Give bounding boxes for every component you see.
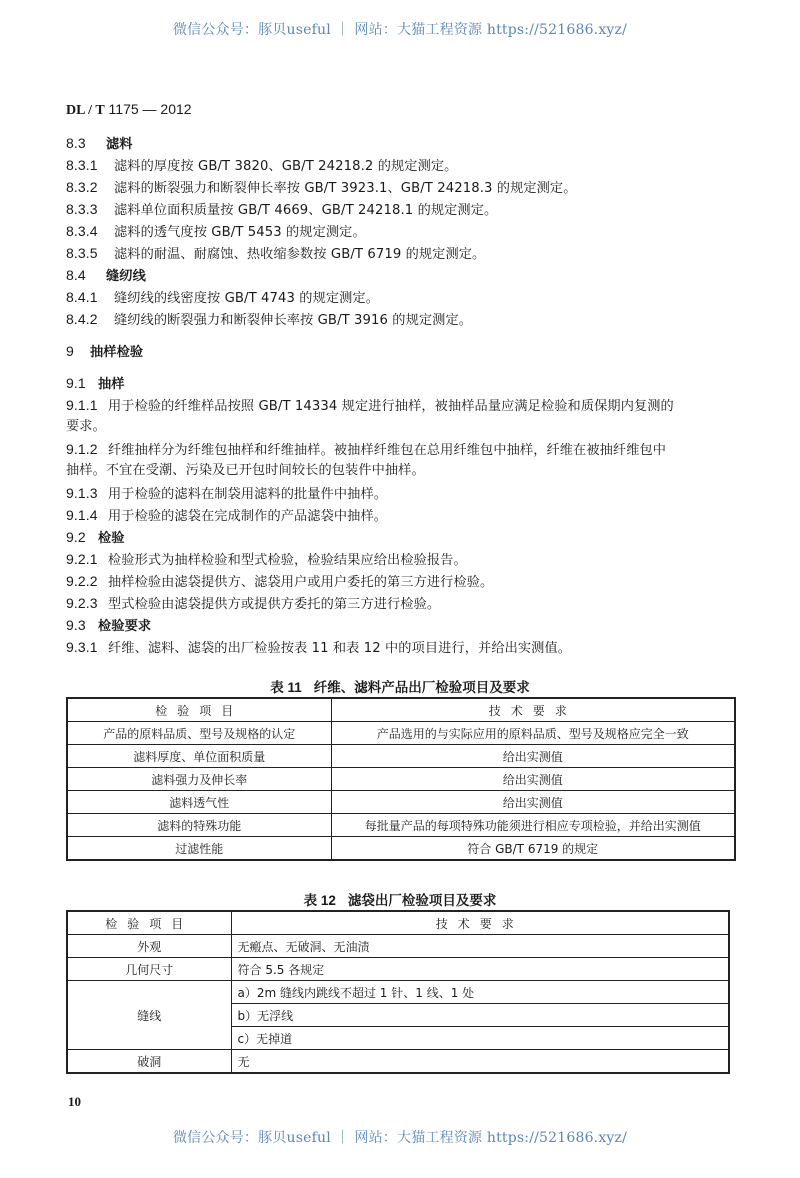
table-row: 滤料强力及伸长率 给出实测值 (67, 768, 735, 791)
table-row: 破洞 无 (67, 1050, 729, 1074)
header-technical-requirement: 技术要求 (331, 698, 735, 722)
clause-9-1-3: 9.1.3 用于检验的滤料在制袋用滤料的批量件中抽样。 (66, 485, 388, 502)
table-row: 外观 无瘢点、无破洞、无油渍 (67, 935, 729, 958)
table-row: 滤料的特殊功能 每批量产品的每项特殊功能须进行相应专项检验，并给出实测值 (67, 814, 735, 837)
section-heading-9-1: 9.1 抽样 (66, 375, 125, 392)
table-row: 滤料厚度、单位面积质量 给出实测值 (67, 745, 735, 768)
standard-number: 1175 — 2012 (108, 101, 192, 117)
clause-9-1-1: 9.1.1 用于检验的纤维样品按照 GB/T 14334 规定进行抽样，被抽样品量应满足检验和质保期内复测的 (66, 397, 674, 414)
clause-8-3-1: 8.3.1 滤料的厚度按 GB/T 3820、GB/T 24218.2 的规定测定。 (66, 157, 458, 174)
standard-prefix: DL / T (66, 103, 105, 118)
chapter-heading-9: 9 抽样检验 (66, 343, 144, 360)
table-row: 过滤性能 符合 GB/T 6719 的规定 (67, 837, 735, 861)
clause-9-1-2-cont: 抽样。不宜在受潮、污染及已开包时间较长的包装件中抽样。 (66, 463, 425, 478)
clause-9-1-4: 9.1.4 用于检验的滤袋在完成制作的产品滤袋中抽样。 (66, 507, 388, 524)
table-12 (66, 910, 730, 1074)
clause-9-2-3: 9.2.3 型式检验由滤袋提供方或提供方委托的第三方进行检验。 (66, 595, 441, 612)
clause-9-3-1: 9.3.1 纤维、滤料、滤袋的出厂检验按表 11 和表 12 中的项目进行，并给出实测值。 (66, 639, 572, 656)
clause-8-3-3: 8.3.3 滤料单位面积质量按 GB/T 4669、GB/T 24218.1 的规定测定。 (66, 201, 498, 218)
document-body (66, 132, 738, 658)
table-row: 滤料透气性 给出实测值 (67, 791, 735, 814)
clause-9-2-1: 9.2.1 检验形式为抽样检验和型式检验，检验结果应给出检验报告。 (66, 551, 467, 568)
table-row: 缝线 a）2m 缝线内跳线不超过 1 针、1 线、1 处 (67, 981, 729, 1004)
table-row: 产品的原料品质、型号及规格的认定 产品选用的与实际应用的原料品质、型号及规格应完全一致 (67, 722, 735, 745)
table-11 (66, 697, 736, 861)
table-11-caption: 表 11 纤维、滤料产品出厂检验项目及要求 (270, 680, 530, 696)
clause-8-3-5: 8.3.5 滤料的耐温、耐腐蚀、热收缩参数按 GB/T 6719 的规定测定。 (66, 245, 486, 262)
section-heading-8-3: 8.3 滤料 (66, 135, 133, 152)
clause-9-2-2: 9.2.2 抽样检验由滤袋提供方、滤袋用户或用户委托的第三方进行检验。 (66, 573, 494, 590)
table-header-row (67, 698, 735, 722)
page-number: 10 (68, 1094, 81, 1109)
table-row: c）无掉道 (67, 1027, 729, 1050)
table-row: 几何尺寸 符合 5.5 各规定 (67, 958, 729, 981)
clause-8-4-1: 8.4.1 缝纫线的线密度按 GB/T 4743 的规定测定。 (66, 289, 380, 306)
watermark-top: 微信公众号：豚贝useful ｜ 网站：大猫工程资源 https://521686.xyz/ (172, 22, 628, 38)
header-inspection-item: 检验项目 (67, 911, 231, 935)
header-technical-requirement: 技术要求 (231, 911, 729, 935)
clause-8-4-2: 8.4.2 缝纫线的断裂强力和断裂伸长率按 GB/T 3916 的规定测定。 (66, 311, 473, 328)
clause-9-1-2: 9.1.2 纤维抽样分为纤维包抽样和纤维抽样。被抽样纤维包在总用纤维包中抽样，纤维在被抽纤维包中 (66, 441, 667, 458)
section-heading-9-3: 9.3 检验要求 (66, 617, 152, 634)
section-heading-9-2: 9.2 检验 (66, 529, 125, 546)
clause-9-1-1-cont: 要求。 (66, 419, 106, 434)
table-header-row (67, 911, 729, 935)
watermark-bottom: 微信公众号：豚贝useful ｜ 网站：大猫工程资源 https://521686.xyz/ (172, 1130, 628, 1146)
clause-8-3-4: 8.3.4 滤料的透气度按 GB/T 5453 的规定测定。 (66, 223, 366, 240)
standard-code (66, 101, 192, 119)
table-row: b）无浮线 (67, 1004, 729, 1027)
section-heading-8-4: 8.4 缝纫线 (66, 267, 146, 284)
table-12-caption: 表 12 滤袋出厂检验项目及要求 (303, 893, 497, 909)
clause-8-3-2: 8.3.2 滤料的断裂强力和断裂伸长率按 GB/T 3923.1、GB/T 24218.3 的规定测定。 (66, 179, 577, 196)
header-inspection-item: 检验项目 (67, 698, 331, 722)
